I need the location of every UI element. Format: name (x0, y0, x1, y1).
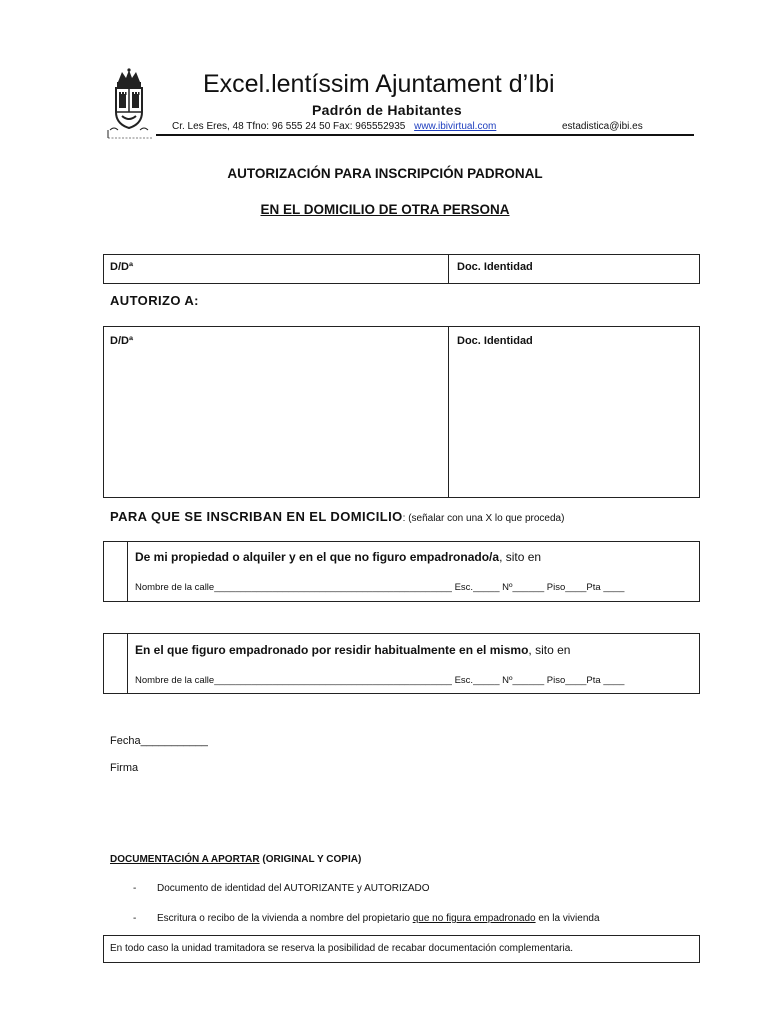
option-own-checkbox[interactable] (127, 541, 128, 602)
register-label (110, 509, 564, 524)
option-registered-title-rest: , sito en (528, 643, 571, 657)
option-own-title-rest: , sito en (499, 550, 542, 564)
website-link[interactable]: www.ibivirtual.com (414, 121, 497, 132)
date-field[interactable]: Fecha___________ (110, 735, 208, 747)
email-address: estadistica@ibi.es (562, 121, 643, 132)
option-registered-address-line[interactable]: Nombre de la calle_____________________________________________ Esc._____ Nº______ Piso____Pta ____ (135, 675, 625, 686)
register-label-text: PARA QUE SE INSCRIBAN EN EL DOMICILIO (110, 509, 403, 524)
docs-item-2 (0, 913, 770, 927)
docs-item-2-underlined: que no figura empadronado (412, 913, 536, 924)
footnote-text: En todo caso la unidad tramitadora se reserva la posibilidad de recabar documentación complementaria. (110, 943, 574, 954)
authorized-name-label: D/Dª (110, 335, 134, 347)
form-subheading: EN EL DOMICILIO DE OTRA PERSONA (260, 202, 510, 217)
option-own-address-line[interactable]: Nombre de la calle_____________________________________________ Esc._____ Nº______ Piso____Pta ____ (135, 582, 625, 593)
authorized-divider (448, 326, 449, 498)
signature-label: Firma (110, 762, 139, 774)
docs-heading-rest: (ORIGINAL Y COPIA) (259, 854, 362, 865)
register-note: : (señalar con una X lo que proceda) (402, 513, 565, 524)
contact-line (172, 121, 643, 132)
authorizes-label: AUTORIZO A: (110, 293, 199, 308)
docs-item-2-pre: Escritura o recibo de la vivienda a nombre del propietario (157, 913, 413, 924)
authorizer-name-label: D/Dª (110, 261, 134, 273)
option-registered-checkbox[interactable] (127, 633, 128, 694)
option-own-title-bold: De mi propiedad o alquiler y en el que no figuro empadronado/a (135, 550, 500, 564)
docs-item-1-dash: - (133, 883, 137, 894)
form-heading: AUTORIZACIÓN PARA INSCRIPCIÓN PADRONAL (227, 166, 543, 181)
contact-address: Cr. Les Eres, 48 Tfno: 96 555 24 50 Fax: 965552935 (172, 121, 406, 132)
docs-heading-underlined: DOCUMENTACIÓN A APORTAR (110, 854, 260, 865)
option-own-title (135, 550, 541, 564)
authorizer-id-label: Doc. Identidad (457, 261, 533, 273)
authorized-box[interactable] (103, 326, 700, 498)
docs-heading (110, 854, 361, 865)
option-registered-title (135, 643, 570, 657)
header-rule (156, 134, 694, 136)
page-title: Excel.lentíssim Ajuntament d’Ibi (203, 70, 555, 98)
page-subtitle: Padrón de Habitantes (312, 102, 462, 118)
docs-item-2-dash: - (133, 913, 137, 924)
docs-item-1-text: Documento de identidad del AUTORIZANTE y AUTORIZADO (157, 883, 430, 894)
coat-of-arms-icon (104, 68, 154, 140)
authorizer-divider (448, 254, 449, 284)
authorizer-box[interactable] (103, 254, 700, 284)
docs-item-2-text (157, 913, 600, 924)
authorized-id-label: Doc. Identidad (457, 335, 533, 347)
docs-item-2-post: en la vivienda (535, 913, 600, 924)
option-registered-title-bold: En el que figuro empadronado por residir habitualmente en el mismo (135, 643, 529, 657)
docs-item-1 (0, 883, 770, 897)
